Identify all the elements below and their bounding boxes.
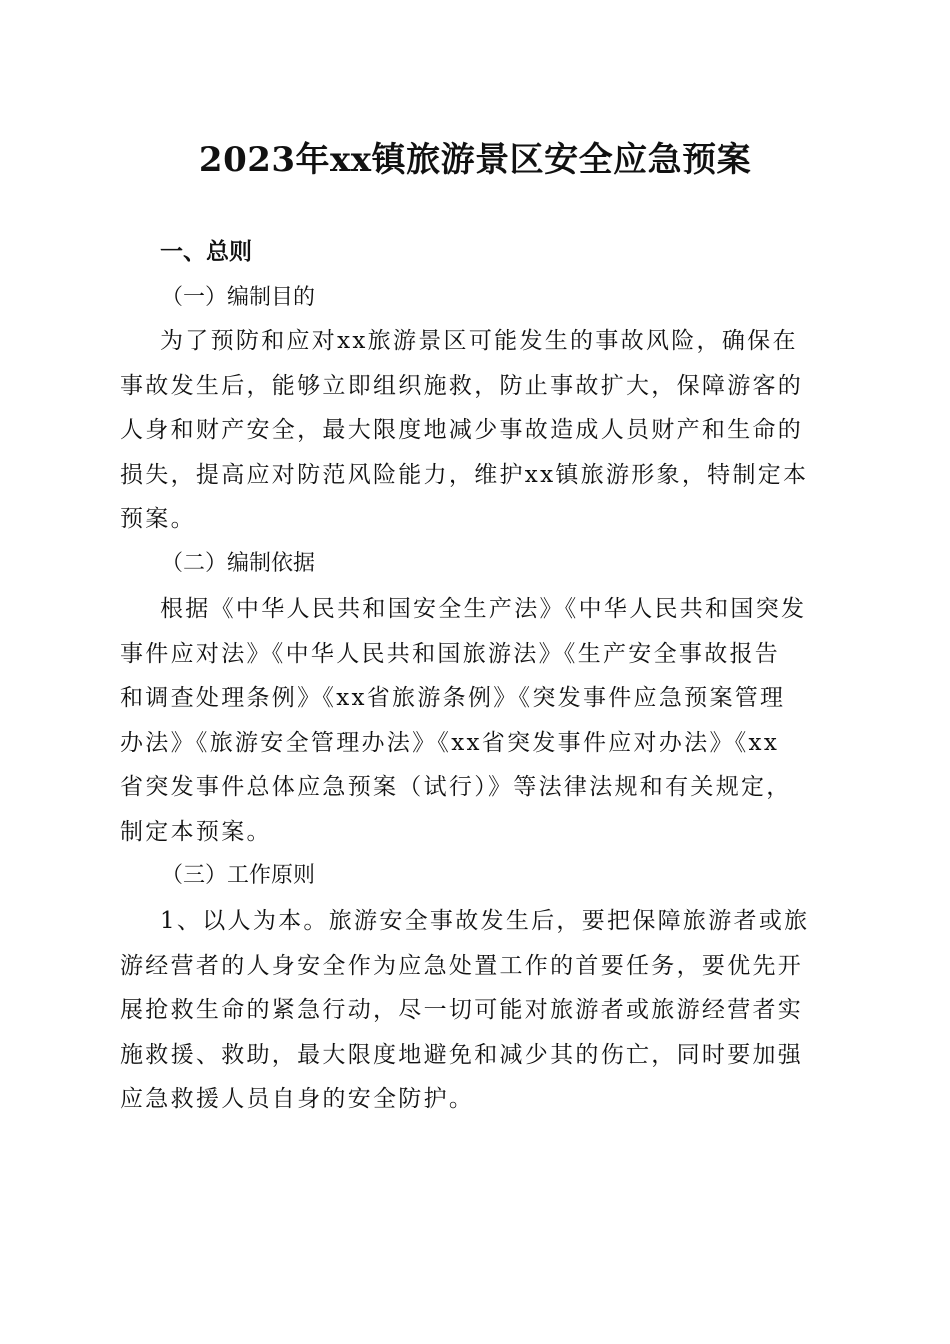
- document-title: 2023年xx镇旅游景区安全应急预案: [198, 140, 752, 180]
- paragraph-line: 根据《中华人民共和国安全生产法》《中华人民共和国突发: [160, 596, 807, 622]
- paragraph-line: 省突发事件总体应急预案（试行）》等法律法规和有关规定，: [120, 774, 792, 801]
- paragraph-line: 为了预防和应对xx旅游景区可能发生的事故风险，确保在: [160, 328, 798, 354]
- paragraph-principles: [120, 899, 825, 1122]
- paragraph-line: 人身和财产安全，最大限度地减少事故造成人员财产和生命的: [120, 417, 804, 444]
- paragraph-purpose: [120, 319, 825, 542]
- paragraph-line: 和调查处理条例》《xx省旅游条例》《突发事件应急预案管理: [120, 685, 786, 712]
- paragraph-line: 事故发生后，能够立即组织施救，防止事故扩大，保障游客的: [120, 372, 804, 399]
- subsection-heading-principles: （三）工作原则: [161, 863, 316, 888]
- paragraph-line: 1、以人为本。旅游安全事故发生后，要把保障旅游者或旅: [160, 908, 810, 934]
- paragraph-line: 应急救援人员自身的安全防护。: [120, 1086, 475, 1113]
- paragraph-line: 游经营者的人身安全作为应急处置工作的首要任务，要优先开: [120, 952, 804, 979]
- paragraph-line: 施救援、救助，最大限度地避免和减少其的伤亡，同时要加强: [120, 1041, 804, 1068]
- paragraph-line: 损失，提高应对防范风险能力，维护xx镇旅游形象，特制定本: [120, 461, 809, 488]
- subsection-heading-basis: （二）编制依据: [161, 551, 316, 576]
- paragraph-line: 展抢救生命的紧急行动，尽一切可能对旅游者或旅游经营者实: [120, 997, 804, 1024]
- subsection-heading-purpose: （一）编制目的: [161, 285, 316, 310]
- paragraph-line: 办法》《旅游安全管理办法》《xx省突发事件应对办法》《xx: [120, 729, 780, 756]
- paragraph-line: 制定本预案。: [120, 818, 272, 845]
- paragraph-line: 预案。: [120, 506, 196, 533]
- section-heading-general: 一、总则: [160, 238, 252, 265]
- paragraph-line: 事件应对法》《中华人民共和国旅游法》《生产安全事故报告: [120, 640, 781, 667]
- paragraph-basis: [120, 587, 825, 855]
